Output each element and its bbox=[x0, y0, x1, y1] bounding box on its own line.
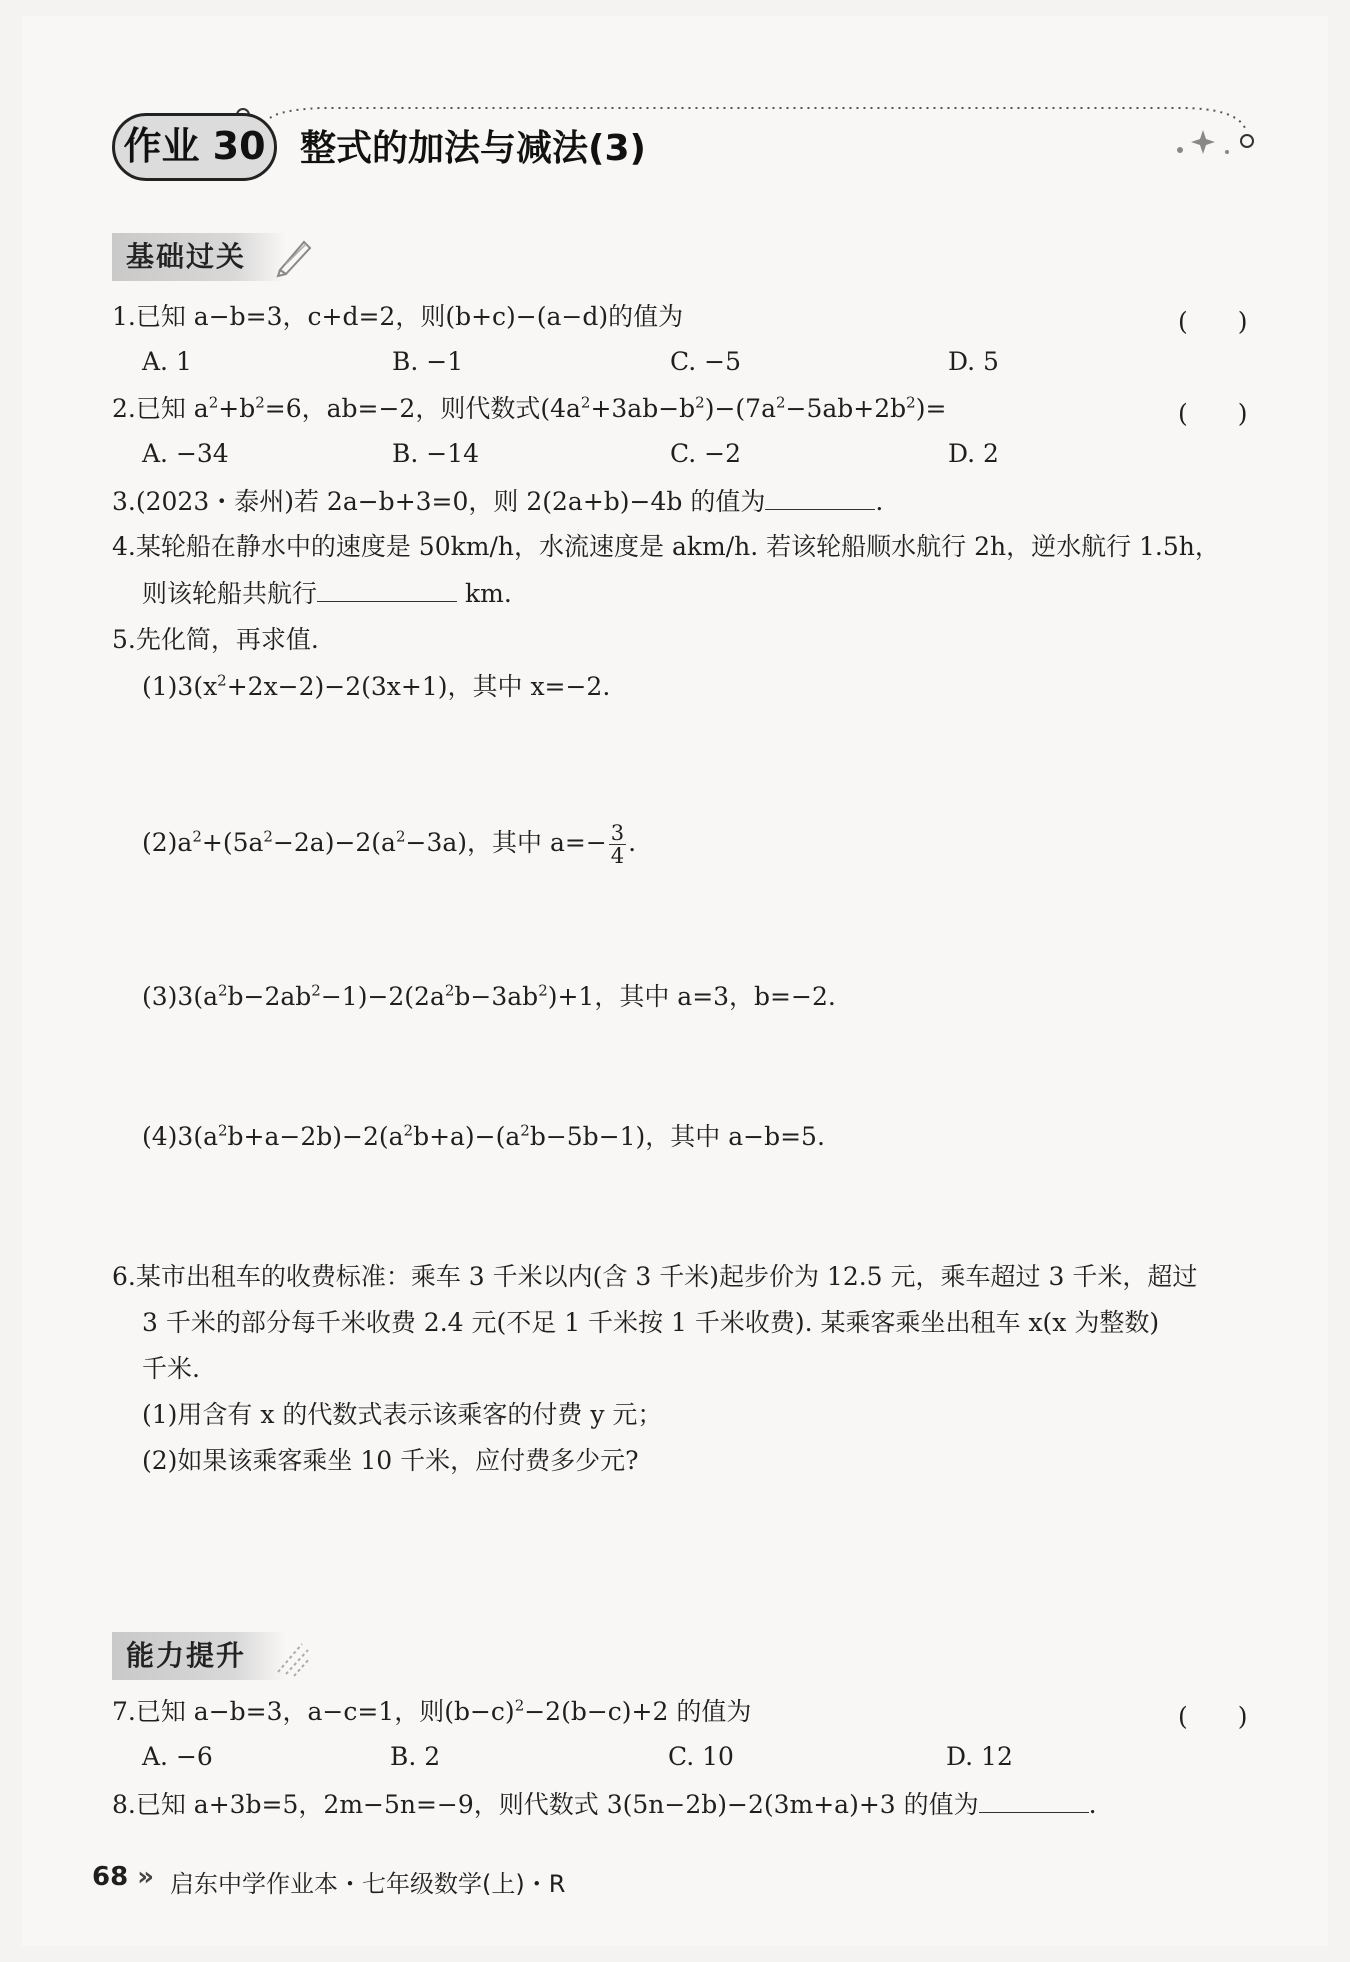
question-5-part-2: $(2)a^2+(5a^2-2a)-2(a^2-3a)$，其中 a=− $\frac{3}{4}$ . bbox=[142, 821, 637, 868]
question-7-option-b[interactable]: B. 2 bbox=[390, 1742, 441, 1771]
question-8-stem: 8.已知 a+3b=5，2m−5n=−9，则代数式 3(5n−2b)−2(3m+a)+3 的值为 . bbox=[112, 1790, 1097, 1819]
question-1-option-c[interactable]: C. −5 bbox=[670, 347, 741, 376]
question-5-stem: 5.先化简，再求值. bbox=[112, 625, 319, 654]
section-tag-advanced bbox=[112, 1632, 286, 1680]
question-2-option-c[interactable]: C. −2 bbox=[670, 439, 741, 468]
footer-book-title: 启东中学作业本・七年级数学(上)・R bbox=[170, 1870, 566, 1898]
header-right-dot-icon bbox=[1241, 135, 1253, 147]
question-7-answer-paren[interactable]: ( ) bbox=[1178, 1702, 1248, 1731]
sparkle-dot-small-icon bbox=[1225, 150, 1229, 154]
sparkle-icon bbox=[1191, 130, 1215, 154]
question-5-part-3: $(3)3(a^2b-2ab^2-1)-2(2a^2b-3ab^2)+1$，其中 a=3，b=−2. bbox=[142, 981, 836, 1011]
section-basic-label: 基础过关 bbox=[126, 240, 247, 273]
question-4-line-2: 则该轮船共航行 km. bbox=[142, 579, 512, 608]
section-advanced-label: 能力提升 bbox=[126, 1639, 247, 1672]
section-tag-basic bbox=[112, 233, 286, 281]
question-3-stem: 3.(2023・泰州)若 2a−b+3=0，则 2(2a+b)−4b 的值为 . bbox=[112, 487, 884, 516]
question-1-option-a[interactable]: A. 1 bbox=[142, 347, 192, 376]
page-title: 整式的加法与减法(3) bbox=[300, 128, 646, 169]
question-1-answer-paren[interactable]: ( ) bbox=[1178, 307, 1248, 336]
question-7-option-c[interactable]: C. 10 bbox=[668, 1742, 734, 1771]
sparkle-dot-icon bbox=[1177, 147, 1183, 153]
pencil-icon bbox=[272, 236, 314, 278]
question-6-line-3: 千米. bbox=[142, 1354, 200, 1383]
question-7-option-d[interactable]: D. 12 bbox=[946, 1742, 1013, 1771]
question-4-line-1: 4.某轮船在静水中的速度是 50km/h，水流速度是 akm/h. 若该轮船顺水航行 2h，逆水航行 1.5h， bbox=[112, 532, 1220, 561]
sparkle-lines-icon bbox=[272, 1636, 314, 1678]
fraction-three-quarters: $\frac{3}{4}$ bbox=[610, 821, 625, 868]
question-3-blank[interactable] bbox=[765, 485, 875, 510]
question-8-blank[interactable] bbox=[979, 1788, 1089, 1813]
question-2-option-b[interactable]: B. −14 bbox=[392, 439, 480, 468]
question-6-sub-1: (1)用含有 x 的代数式表示该乘客的付费 y 元； bbox=[142, 1400, 663, 1429]
question-5-part-1: $(1)3(x^2+2x-2)-2(3x+1)$，其中 x=−2. bbox=[142, 671, 611, 701]
question-7-stem: 7.已知 a−b=3，a−c=1，则$(b-c)^2-2(b-c)+2$ 的值为 bbox=[112, 1696, 752, 1726]
question-2-option-a[interactable]: A. −34 bbox=[142, 439, 229, 468]
double-chevron-icon: » bbox=[137, 1862, 155, 1892]
question-6-line-1: 6.某市出租车的收费标准：乘车 3 千米以内(含 3 千米)起步价为 12.5 元，乘车超过 3 千米，超过 bbox=[112, 1262, 1198, 1291]
question-6-sub-2: (2)如果该乘客乘坐 10 千米，应付费多少元? bbox=[142, 1446, 639, 1475]
question-6-line-2: 3 千米的部分每千米收费 2.4 元(不足 1 千米按 1 千米收费). 某乘客乘坐出租车 x(x 为整数) bbox=[142, 1308, 1160, 1337]
question-4-blank[interactable] bbox=[317, 577, 457, 602]
page-number: 68 » bbox=[92, 1862, 155, 1892]
question-2-answer-paren[interactable]: ( ) bbox=[1178, 399, 1248, 428]
question-1-option-b[interactable]: B. −1 bbox=[392, 347, 464, 376]
question-1-option-d[interactable]: D. 5 bbox=[948, 347, 999, 376]
question-7-option-a[interactable]: A. −6 bbox=[142, 1742, 213, 1771]
question-1-stem: 1.已知 a−b=3，c+d=2，则(b+c)−(a−d)的值为 bbox=[112, 302, 684, 331]
question-5-part-4: $(4)3(a^2b+a-2b)-2(a^2b+a)-(a^2b-5b-1)$，其中 a−b=5. bbox=[142, 1121, 825, 1151]
question-2-stem: 2.已知 $a^2+b^2=6$，ab=−2，则代数式$(4a^2+3ab-b^2)-(7a^2-5ab+2b^2)=$ bbox=[112, 393, 947, 423]
homework-badge: 作业 30 bbox=[112, 113, 277, 181]
question-2-option-d[interactable]: D. 2 bbox=[948, 439, 999, 468]
